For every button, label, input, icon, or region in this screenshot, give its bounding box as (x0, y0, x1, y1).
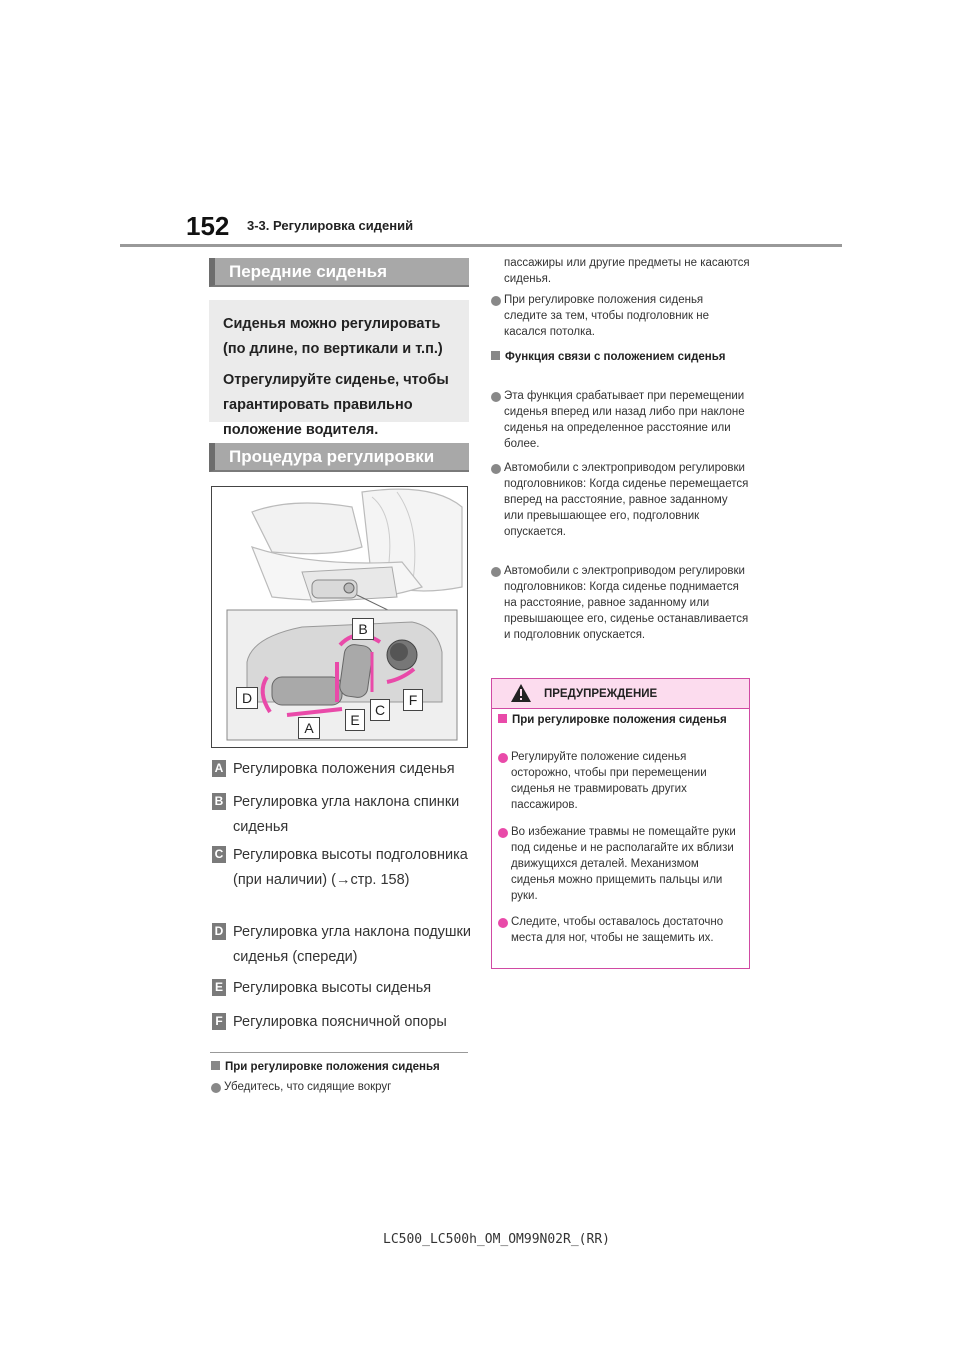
warning-header (492, 679, 749, 709)
item-forward (491, 460, 753, 558)
warning-item-2 (498, 824, 743, 904)
heading-link-function (491, 350, 753, 365)
warning-heading-text: При регулировке положения сиденья (512, 714, 727, 726)
legend-item-f (212, 1010, 472, 1035)
legend-label-a: A (212, 760, 226, 777)
section-title: 3-3. Регулировка сидений (247, 218, 414, 233)
heading-link-function-text: Функция связи с положением сиденья (505, 351, 726, 363)
warning-box (491, 678, 750, 969)
seat-controls-figure (211, 486, 468, 748)
item-raise (491, 563, 753, 661)
square-bullet-icon (491, 351, 500, 360)
item-forward-text: Автомобили с электроприводом регулировки подголовников: Когда сиденье перемещается вперед на расстояние, равное заданному или превышающее его, подголовник опускается. (504, 462, 749, 538)
heading-front-seats: Передние сиденья (209, 258, 469, 287)
item-function-text: Эта функция срабатывает при перемещении сиденья вперед или назад либо при наклоне сиденья на определенное расстояние или более. (504, 390, 745, 450)
legend-item-e (212, 976, 472, 1001)
round-bullet-icon (491, 296, 501, 306)
note-item-text: Убедитесь, что сидящие вокруг (224, 1081, 392, 1093)
legend-label-c: C (212, 846, 226, 863)
round-bullet-icon (491, 464, 501, 474)
square-bullet-icon (211, 1061, 220, 1070)
summary-paragraph-2: Отрегулируйте сиденье, чтобы гарантировать правильно положение водителя. (223, 372, 449, 438)
legend-item-c (212, 843, 472, 918)
item-headrest-ceiling-text: При регулировке положения сиденья следите за тем, чтобы подголовник не касался потолка. (504, 294, 709, 338)
figure-label-a: A (298, 717, 320, 739)
item-raise-text: Автомобили с электроприводом регулировки подголовников: Когда сиденье поднимается на расстояние, равное заданному или превышающее его, сиденье останавливается и подголовник опускается. (504, 565, 749, 641)
legend-item-d (212, 920, 472, 970)
warning-item-1 (498, 749, 743, 813)
legend-text-f: Регулировка поясничной опоры (233, 1014, 447, 1030)
warning-item-1-text: Регулируйте положение сиденья осторожно, чтобы при перемещении сиденья не травмировать других пассажиров. (511, 751, 707, 811)
legend-text-b: Регулировка угла наклона спинки сиденья (233, 794, 460, 835)
item-function (491, 388, 753, 454)
legend-label-f: F (212, 1013, 226, 1030)
item-headrest-ceiling (491, 292, 753, 342)
legend-text-a: Регулировка положения сиденья (233, 761, 455, 777)
figure-label-b: B (352, 618, 374, 640)
pink-round-bullet-icon (498, 828, 508, 838)
warning-item-3 (498, 914, 743, 964)
footer-document-code: LC500_LC500h_OM_OM99N02R_(RR) (383, 1232, 610, 1247)
warning-title: ПРЕДУПРЕЖДЕНИЕ (544, 688, 658, 700)
note-divider (210, 1052, 468, 1053)
legend-label-e: E (212, 979, 226, 996)
warning-triangle-icon (510, 683, 532, 703)
round-bullet-icon (491, 567, 501, 577)
figure-label-c: C (370, 699, 390, 721)
legend-item-a (212, 757, 472, 782)
heading-procedure: Процедура регулировки (209, 443, 469, 472)
legend-text-e: Регулировка высоты сиденья (233, 980, 432, 996)
warning-item-3-text: Следите, чтобы оставалось достаточно места для ног, чтобы не защемить их. (511, 916, 724, 944)
page-number: 152 (186, 211, 230, 241)
round-bullet-icon (211, 1083, 221, 1093)
summary-paragraph-1: Сиденья можно регулировать (по длине, по вертикали и т.п.) (223, 316, 443, 357)
summary-box (209, 300, 469, 438)
header-rule (120, 244, 842, 247)
note-heading (211, 1060, 473, 1075)
round-bullet-icon (491, 392, 501, 402)
legend-text-c: Регулировка высоты подголовника (при наличии) (→стр. 158) (233, 847, 468, 888)
warning-heading (498, 713, 743, 728)
figure-label-e: E (345, 709, 365, 731)
note-item (211, 1079, 473, 1097)
pink-round-bullet-icon (498, 753, 508, 763)
note-heading-text: При регулировке положения сиденья (225, 1061, 440, 1073)
legend-text-d: Регулировка угла наклона подушки сиденья (спереди) (233, 924, 471, 965)
figure-label-d: D (236, 687, 258, 709)
pink-square-bullet-icon (498, 714, 507, 723)
legend-label-d: D (212, 923, 226, 940)
continuation-text: пассажиры или другие предметы не касаются сиденья. (504, 257, 750, 285)
figure-label-f: F (403, 689, 423, 711)
warning-item-2-text: Во избежание травмы не помещайте руки под сиденье и не располагайте их вблизи движущихся деталей. Механизмом сиденья можно прищемить пальцы или руки. (511, 826, 736, 902)
pink-round-bullet-icon (498, 918, 508, 928)
legend-label-b: B (212, 793, 226, 810)
legend-item-b (212, 790, 472, 840)
